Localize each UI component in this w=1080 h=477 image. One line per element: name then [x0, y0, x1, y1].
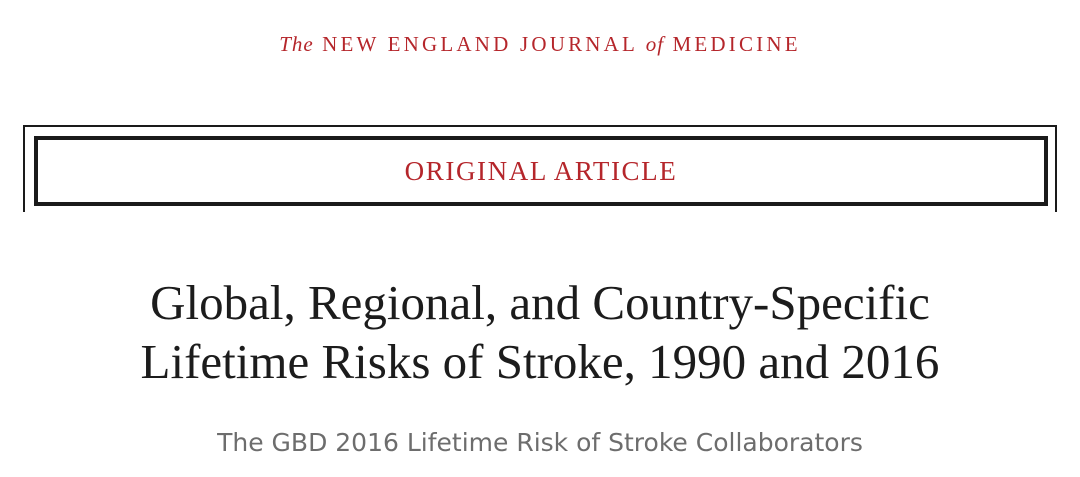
journal-connector: of: [645, 32, 665, 56]
article-title: [0, 273, 1080, 391]
journal-name-part2: MEDICINE: [672, 32, 801, 56]
article-title-line-1: Global, Regional, and Country-Specific: [150, 275, 930, 330]
journal-prefix: The: [279, 32, 314, 56]
section-label-box: [34, 136, 1048, 206]
article-title-line-2: Lifetime Risks of Stroke, 1990 and 2016: [140, 334, 940, 389]
journal-name-part1: NEW ENGLAND JOURNAL: [322, 32, 638, 56]
journal-masthead: [0, 32, 1080, 57]
section-label: ORIGINAL ARTICLE: [404, 155, 678, 186]
article-authors: The GBD 2016 Lifetime Risk of Stroke Collaborators: [217, 428, 863, 457]
